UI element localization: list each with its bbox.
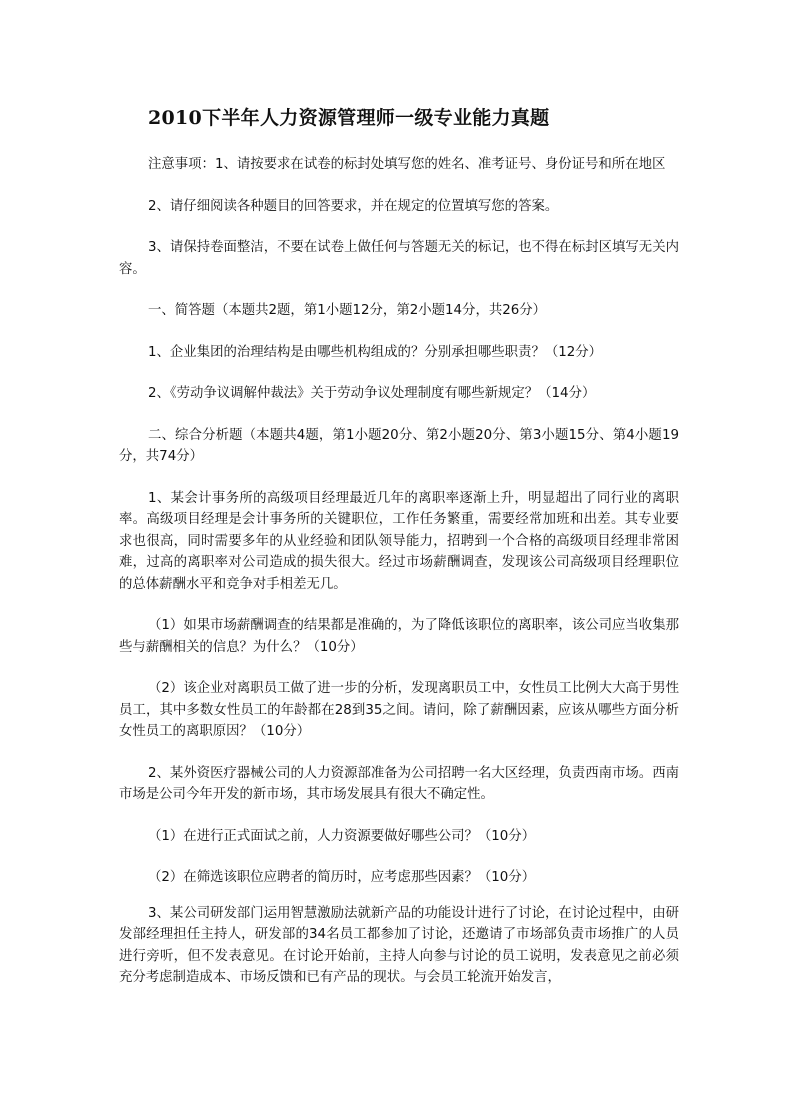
case-2-question-2: （2）在筛选该职位应聘者的简历时，应考虑那些因素？（10分） [148,870,536,885]
case-1-question-1: （1）如果市场薪酬调查的结果都是准确的，为了降低该职位的离职率，该公司应当收集那些与薪酬相关的信息？为什么？（10分） [119,618,679,655]
case-1-question-2: （2）该企业对离职员工做了进一步的分析，发现离职员工中，女性员工比例大大高于男性员工，其中多数女性员工的年龄都在28到35之间。请问，除了薪酬因素，应该从哪些方面分析女性员工的离职原因？（10分） [119,681,679,739]
document-title: 2010下半年人力资源管理师一级专业能力真题 [148,107,550,129]
case-1-text: 1、某会计事务所的高级项目经理最近几年的离职率逐渐上升，明显超出了同行业的离职率。高级项目经理是会计事务所的关键职位，工作任务繁重，需要经常加班和出差。其专业要求也很高，同时需要多年的从业经验和团队领导能力，招聘到一个合格的高级项目经理非常困难，过高的离职率对公司造成的损失很大。经过市场薪酬调查，发现该公司高级项目经理职位的总体薪酬水平和竞争对手相差无几。 [119,490,679,592]
notice-item-1: 注意事项：1、请按要求在试卷的标封处填写您的姓名、准考证号、身份证号和所在地区 [148,157,666,172]
case-3-text: 3、某公司研发部门运用智慧激励法就新产品的功能设计进行了讨论，在讨论过程中，由研发部经理担任主持人，研发部的34名员工都参加了讨论，还邀请了市场部负责市场推广的人员进行旁听，但不发表意见。在讨论开始前，主持人向参与讨论的员工说明，发表意见之前必须充分考虑制造成本、市场反馈和已有产品的现状。与会员工轮流开始发言， [119,905,679,985]
question-1-1: 1、企业集团的治理结构是由哪些机构组成的？分别承担哪些职责？（12分） [148,344,603,360]
section-heading-analysis: 二、综合分析题（本题共4题，第1小题20分、第2小题20分、第3小题15分、第4小题19分，共74分） [119,427,679,464]
document-body [119,154,679,1009]
notice-item-3: 3、请保持卷面整洁，不要在试卷上做任何与答题无关的标记，也不得在标封区填写无关内容。 [119,240,679,277]
notice-item-2: 2、请仔细阅读各种题目的回答要求，并在规定的位置填写您的答案。 [148,198,559,214]
case-2-text: 2、某外资医疗器械公司的人力资源部准备为公司招聘一名大区经理，负责西南市场。西南市场是公司今年开发的新市场，其市场发展具有很大不确定性。 [119,765,679,802]
case-2-question-1: （1）在进行正式面试之前，人力资源要做好哪些公司？（10分） [148,828,536,844]
section-heading-short-answer: 一、简答题（本题共2题，第1小题12分，第2小题14分，共26分） [148,303,547,318]
question-1-2: 2、《劳动争议调解仲裁法》关于劳动争议处理制度有哪些新规定？（14分） [148,386,596,401]
